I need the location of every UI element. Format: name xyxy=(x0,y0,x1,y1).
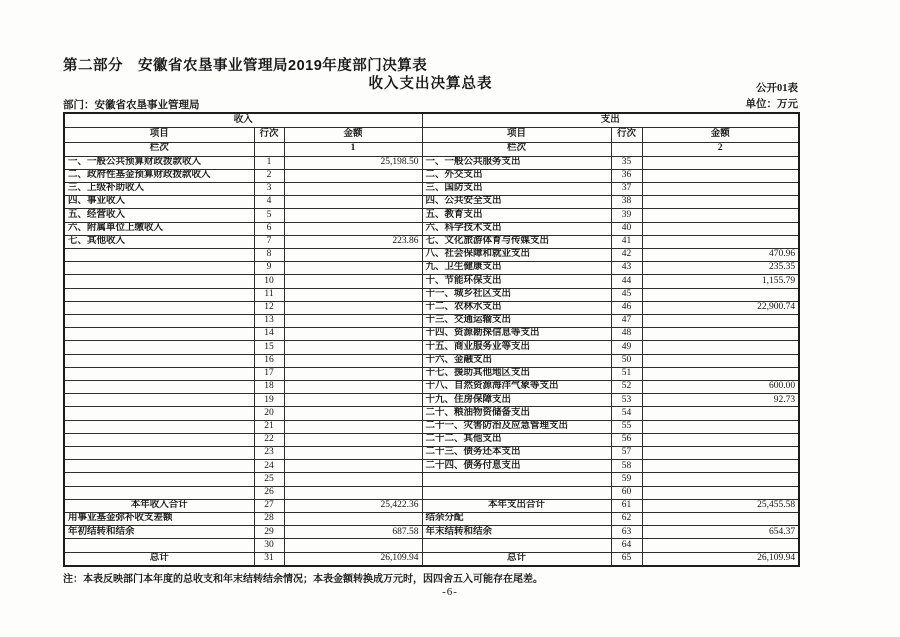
expense-amount-cell xyxy=(642,446,799,459)
income-item-cell: 一、一般公共预算财政拨款收入 xyxy=(64,156,254,169)
table-row xyxy=(64,182,799,195)
income-line-cell: 26 xyxy=(254,486,284,499)
income-item-cell xyxy=(64,328,254,341)
expense-line-cell: 41 xyxy=(611,235,642,248)
department-label: 部门：安徽省农垦事业管理局 xyxy=(63,100,200,111)
expense-line-cell: 58 xyxy=(611,460,642,473)
table-title: 收入支出决算总表 xyxy=(368,76,493,92)
income-amount-cell xyxy=(284,314,422,327)
income-amount-cell: 25,422.36 xyxy=(284,499,422,512)
expense-item-cell: 本年支出合计 xyxy=(422,499,611,512)
expense-amount-cell xyxy=(642,367,799,380)
table-row xyxy=(64,301,799,314)
expense-line-cell: 48 xyxy=(611,328,642,341)
income-amount-header: 金额 xyxy=(284,127,422,142)
expense-item-cell xyxy=(422,473,611,486)
income-item-cell: 七、其他收入 xyxy=(64,235,254,248)
table-row xyxy=(64,328,799,341)
expense-amount-cell xyxy=(642,222,799,235)
income-line-cell: 2 xyxy=(254,169,284,182)
income-amount-cell xyxy=(284,460,422,473)
expense-line-cell: 60 xyxy=(611,486,642,499)
expense-line-cell: 35 xyxy=(611,156,642,169)
expense-line-cell: 55 xyxy=(611,420,642,433)
income-line-header: 行次 xyxy=(254,127,284,142)
expense-item-cell: 四、公共安全支出 xyxy=(422,196,611,209)
income-line-cell: 25 xyxy=(254,473,284,486)
income-item-cell xyxy=(64,275,254,288)
table-row xyxy=(64,262,799,275)
expense-amount-header: 金额 xyxy=(642,127,799,142)
expense-line-cell: 59 xyxy=(611,473,642,486)
form-number-label: 公开01表 xyxy=(756,83,798,94)
expense-amount-cell: 470.96 xyxy=(642,248,799,261)
income-amount-cell xyxy=(284,196,422,209)
expense-amount-cell xyxy=(642,328,799,341)
expense-amount-cell xyxy=(642,169,799,182)
expense-item-cell: 八、社会保障和就业支出 xyxy=(422,248,611,261)
income-line-cell: 7 xyxy=(254,235,284,248)
income-item-cell xyxy=(64,262,254,275)
income-item-cell xyxy=(64,248,254,261)
expense-item-cell: 二十二、其他支出 xyxy=(422,433,611,446)
expense-item-header: 项目 xyxy=(422,127,611,142)
expense-item-cell: 十、节能环保支出 xyxy=(422,275,611,288)
table-row xyxy=(64,512,799,525)
expense-item-cell: 一、一般公共服务支出 xyxy=(422,156,611,169)
expense-item-cell: 十五、商业服务业等支出 xyxy=(422,341,611,354)
expense-amount-cell xyxy=(642,354,799,367)
income-amount-cell xyxy=(284,407,422,420)
expense-index-label: 栏次 xyxy=(422,142,611,156)
income-amount-cell xyxy=(284,380,422,393)
expense-line-header: 行次 xyxy=(611,127,642,142)
expense-item-cell: 二十三、债务还本支出 xyxy=(422,446,611,459)
expense-line-cell: 38 xyxy=(611,196,642,209)
unit-label: 单位：万元 xyxy=(745,99,798,110)
table-row xyxy=(64,156,799,169)
income-amount-cell xyxy=(284,248,422,261)
income-line-cell: 27 xyxy=(254,499,284,512)
income-line-cell: 24 xyxy=(254,460,284,473)
income-item-cell: 二、政府性基金预算财政拨款收入 xyxy=(64,169,254,182)
expense-line-cell: 65 xyxy=(611,552,642,566)
expense-line-cell: 43 xyxy=(611,262,642,275)
expense-amount-cell xyxy=(642,433,799,446)
expense-amount-cell xyxy=(642,407,799,420)
table-row xyxy=(64,552,799,566)
summary-table xyxy=(63,112,800,567)
table-row xyxy=(64,460,799,473)
income-amount-cell xyxy=(284,420,422,433)
income-line-cell: 6 xyxy=(254,222,284,235)
income-item-cell: 用事业基金弥补收支差额 xyxy=(64,512,254,525)
expense-amount-cell xyxy=(642,539,799,552)
expense-line-cell: 57 xyxy=(611,446,642,459)
income-amount-cell xyxy=(284,262,422,275)
section-header-row xyxy=(64,113,799,127)
expense-line-cell: 50 xyxy=(611,354,642,367)
income-line-cell: 16 xyxy=(254,354,284,367)
table-row xyxy=(64,407,799,420)
expense-section-header: 支出 xyxy=(422,113,799,127)
table-row xyxy=(64,473,799,486)
income-item-cell xyxy=(64,288,254,301)
income-line-cell: 1 xyxy=(254,156,284,169)
income-item-cell xyxy=(64,380,254,393)
income-line-cell: 4 xyxy=(254,196,284,209)
income-item-cell: 三、上级补助收入 xyxy=(64,182,254,195)
expense-item-cell: 五、教育支出 xyxy=(422,209,611,222)
expense-line-cell: 61 xyxy=(611,499,642,512)
income-amount-cell xyxy=(284,367,422,380)
income-amount-cell xyxy=(284,341,422,354)
expense-item-cell: 总计 xyxy=(422,552,611,566)
expense-amount-cell: 654.37 xyxy=(642,526,799,539)
income-item-cell: 六、附属单位上缴收入 xyxy=(64,222,254,235)
income-line-cell: 20 xyxy=(254,407,284,420)
income-line-cell: 13 xyxy=(254,314,284,327)
expense-line-cell: 36 xyxy=(611,169,642,182)
income-item-cell: 四、事业收入 xyxy=(64,196,254,209)
table-body xyxy=(64,156,799,566)
footnote: 注：本表反映部门本年度的总收支和年末结转结余情况；本表金额转换成万元时，因四舍五入可能存在尾差。 xyxy=(63,574,543,585)
expense-item-cell: 年末结转和结余 xyxy=(422,526,611,539)
income-amount-cell xyxy=(284,486,422,499)
expense-amount-cell: 235.35 xyxy=(642,262,799,275)
income-item-cell xyxy=(64,301,254,314)
income-amount-cell xyxy=(284,301,422,314)
income-item-cell xyxy=(64,420,254,433)
table-row xyxy=(64,539,799,552)
expense-amount-cell xyxy=(642,288,799,301)
expense-line-cell: 53 xyxy=(611,394,642,407)
income-line-cell: 28 xyxy=(254,512,284,525)
column-header-row xyxy=(64,127,799,142)
income-line-cell: 10 xyxy=(254,275,284,288)
expense-item-cell: 二十一、灾害防治及应急管理支出 xyxy=(422,420,611,433)
expense-amount-cell xyxy=(642,460,799,473)
table-row xyxy=(64,499,799,512)
expense-line-cell: 51 xyxy=(611,367,642,380)
expense-line-cell: 45 xyxy=(611,288,642,301)
income-column-number: 1 xyxy=(284,142,422,156)
expense-item-cell: 结余分配 xyxy=(422,512,611,525)
expense-line-cell: 64 xyxy=(611,539,642,552)
income-item-cell xyxy=(64,473,254,486)
expense-line-cell: 46 xyxy=(611,301,642,314)
income-amount-cell xyxy=(284,328,422,341)
income-amount-cell xyxy=(284,275,422,288)
expense-amount-cell xyxy=(642,209,799,222)
expense-amount-cell: 92.73 xyxy=(642,394,799,407)
expense-amount-cell xyxy=(642,341,799,354)
expense-item-cell: 十九、住房保障支出 xyxy=(422,394,611,407)
table-row xyxy=(64,486,799,499)
expense-amount-cell: 25,455.58 xyxy=(642,499,799,512)
income-item-cell xyxy=(64,367,254,380)
income-amount-cell xyxy=(284,222,422,235)
income-item-cell: 本年收入合计 xyxy=(64,499,254,512)
expense-item-cell xyxy=(422,486,611,499)
expense-line-cell: 62 xyxy=(611,512,642,525)
expense-item-cell: 九、卫生健康支出 xyxy=(422,262,611,275)
expense-line-cell: 54 xyxy=(611,407,642,420)
income-amount-cell xyxy=(284,169,422,182)
table-row xyxy=(64,394,799,407)
expense-amount-cell: 26,109.94 xyxy=(642,552,799,566)
income-item-cell xyxy=(64,539,254,552)
income-item-cell xyxy=(64,433,254,446)
expense-amount-cell: 22,900.74 xyxy=(642,301,799,314)
expense-line-cell: 56 xyxy=(611,433,642,446)
income-line-cell: 11 xyxy=(254,288,284,301)
income-amount-cell xyxy=(284,539,422,552)
income-item-cell: 年初结转和结余 xyxy=(64,526,254,539)
income-item-cell xyxy=(64,407,254,420)
income-item-cell xyxy=(64,446,254,459)
income-item-cell xyxy=(64,486,254,499)
income-amount-cell: 26,109.94 xyxy=(284,552,422,566)
expense-item-cell: 十二、农林水支出 xyxy=(422,301,611,314)
income-amount-cell: 687.58 xyxy=(284,526,422,539)
income-item-cell: 总计 xyxy=(64,552,254,566)
expense-index-blank xyxy=(611,142,642,156)
table-row xyxy=(64,380,799,393)
income-line-cell: 18 xyxy=(254,380,284,393)
expense-line-cell: 42 xyxy=(611,248,642,261)
expense-line-cell: 49 xyxy=(611,341,642,354)
expense-amount-cell: 1,155.79 xyxy=(642,275,799,288)
expense-line-cell: 39 xyxy=(611,209,642,222)
table-row xyxy=(64,196,799,209)
income-amount-cell xyxy=(284,182,422,195)
income-amount-cell xyxy=(284,473,422,486)
table-row xyxy=(64,288,799,301)
expense-item-cell: 二十、粮油物资储备支出 xyxy=(422,407,611,420)
table-row xyxy=(64,433,799,446)
income-amount-cell xyxy=(284,446,422,459)
expense-item-cell: 二十四、债务付息支出 xyxy=(422,460,611,473)
income-amount-cell xyxy=(284,433,422,446)
income-line-cell: 30 xyxy=(254,539,284,552)
expense-item-cell xyxy=(422,539,611,552)
expense-amount-cell xyxy=(642,156,799,169)
income-index-blank xyxy=(254,142,284,156)
expense-amount-cell xyxy=(642,182,799,195)
expense-item-cell: 二、外交支出 xyxy=(422,169,611,182)
table-row xyxy=(64,446,799,459)
income-amount-cell xyxy=(284,512,422,525)
income-line-cell: 8 xyxy=(254,248,284,261)
expense-amount-cell: 600.00 xyxy=(642,380,799,393)
income-index-label: 栏次 xyxy=(64,142,254,156)
income-item-cell xyxy=(64,354,254,367)
table-row xyxy=(64,341,799,354)
expense-item-cell: 十六、金融支出 xyxy=(422,354,611,367)
expense-item-cell: 十一、城乡社区支出 xyxy=(422,288,611,301)
table-row xyxy=(64,354,799,367)
table-row xyxy=(64,367,799,380)
expense-amount-cell xyxy=(642,512,799,525)
income-section-header: 收入 xyxy=(64,113,422,127)
table-row xyxy=(64,222,799,235)
table-row xyxy=(64,275,799,288)
income-amount-cell: 223.86 xyxy=(284,235,422,248)
income-item-cell xyxy=(64,394,254,407)
table-row xyxy=(64,526,799,539)
document-heading: 第二部分 安徽省农垦事业管理局2019年度部门决算表 xyxy=(63,58,428,74)
expense-column-number: 2 xyxy=(642,142,799,156)
expense-item-cell: 三、国防支出 xyxy=(422,182,611,195)
table-row xyxy=(64,235,799,248)
expense-line-cell: 40 xyxy=(611,222,642,235)
income-item-cell xyxy=(64,314,254,327)
table-row xyxy=(64,314,799,327)
expense-amount-cell xyxy=(642,196,799,209)
expense-item-cell: 七、文化旅游体育与传媒支出 xyxy=(422,235,611,248)
expense-amount-cell xyxy=(642,473,799,486)
expense-amount-cell xyxy=(642,486,799,499)
expense-amount-cell xyxy=(642,420,799,433)
expense-line-cell: 47 xyxy=(611,314,642,327)
income-amount-cell xyxy=(284,288,422,301)
expense-line-cell: 37 xyxy=(611,182,642,195)
income-line-cell: 23 xyxy=(254,446,284,459)
table-row xyxy=(64,209,799,222)
income-line-cell: 22 xyxy=(254,433,284,446)
income-line-cell: 14 xyxy=(254,328,284,341)
expense-item-cell: 十四、资源勘探信息等支出 xyxy=(422,328,611,341)
income-amount-cell xyxy=(284,394,422,407)
income-line-cell: 17 xyxy=(254,367,284,380)
expense-line-cell: 44 xyxy=(611,275,642,288)
expense-item-cell: 十七、援助其他地区支出 xyxy=(422,367,611,380)
income-item-header: 项目 xyxy=(64,127,254,142)
table-row xyxy=(64,169,799,182)
expense-item-cell: 十八、自然资源海洋气象等支出 xyxy=(422,380,611,393)
expense-item-cell: 六、科学技术支出 xyxy=(422,222,611,235)
income-line-cell: 9 xyxy=(254,262,284,275)
expense-amount-cell xyxy=(642,235,799,248)
income-line-cell: 29 xyxy=(254,526,284,539)
income-line-cell: 31 xyxy=(254,552,284,566)
income-amount-cell xyxy=(284,354,422,367)
page-number: -6- xyxy=(442,586,458,598)
income-line-cell: 15 xyxy=(254,341,284,354)
income-amount-cell xyxy=(284,209,422,222)
table-row xyxy=(64,420,799,433)
income-amount-cell: 25,198.50 xyxy=(284,156,422,169)
column-index-row xyxy=(64,142,799,156)
income-line-cell: 3 xyxy=(254,182,284,195)
income-item-cell xyxy=(64,460,254,473)
expense-line-cell: 63 xyxy=(611,526,642,539)
expense-item-cell: 十三、交通运输支出 xyxy=(422,314,611,327)
income-line-cell: 19 xyxy=(254,394,284,407)
income-item-cell xyxy=(64,341,254,354)
income-line-cell: 12 xyxy=(254,301,284,314)
income-item-cell: 五、经营收入 xyxy=(64,209,254,222)
expense-line-cell: 52 xyxy=(611,380,642,393)
income-line-cell: 5 xyxy=(254,209,284,222)
income-line-cell: 21 xyxy=(254,420,284,433)
expense-amount-cell xyxy=(642,314,799,327)
table-row xyxy=(64,248,799,261)
